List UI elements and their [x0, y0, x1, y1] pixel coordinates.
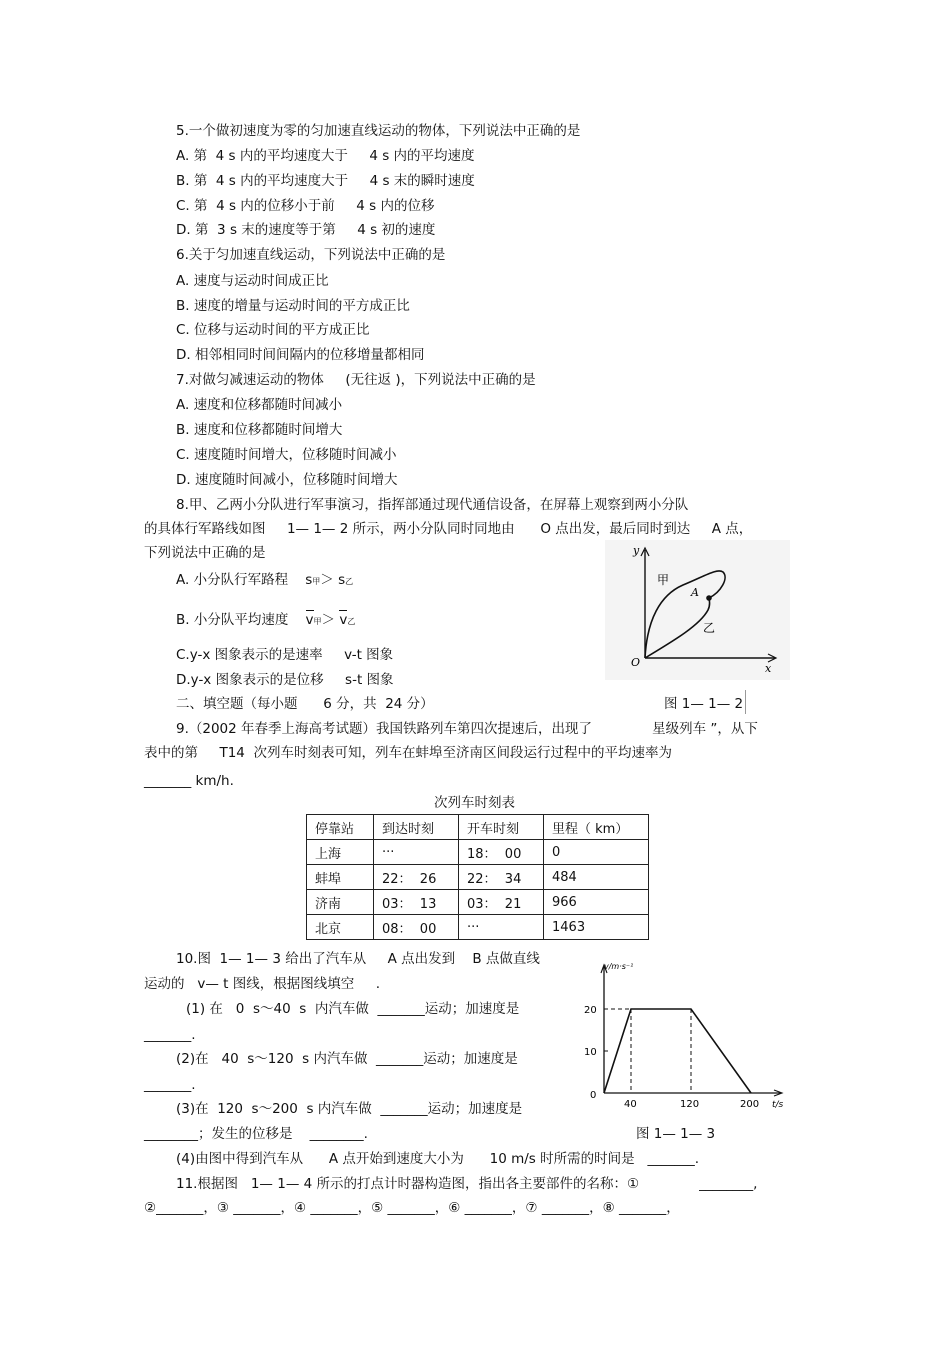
tick-label-40: 40 — [624, 1099, 637, 1110]
label-x: x — [765, 662, 772, 675]
table-header: 里程（ km） — [544, 815, 649, 840]
q6-option-d: D. 相邻相同时间间隔内的位移增量都相同 — [176, 347, 425, 363]
label-yi: 乙 — [703, 621, 716, 635]
table-cell: 济南 — [307, 890, 374, 915]
table-header: 停靠站 — [307, 815, 374, 840]
q5-option-c: C. 第 4 s 内的位移小于前 4 s 内的位移 — [176, 198, 435, 214]
table-cell: 18： 00 — [459, 840, 544, 865]
table-cell: 03： 13 — [374, 890, 459, 915]
q10-part-1: (1) 在 0 s～40 s 内汽车做 _______运动；加速度是 — [186, 1001, 520, 1017]
table-cell: 22： 34 — [459, 865, 544, 890]
q9-line-3: _______ km/h. — [144, 773, 234, 789]
section-2-heading: 二、填空题（每小题 6 分，共 24 分） — [176, 696, 434, 712]
point-a — [706, 595, 712, 601]
q8-line-1: 8.甲、乙两小分队进行军事演习，指挥部通过现代通信设备，在屏幕上观察到两小分队 — [176, 497, 689, 513]
table-cell: 北京 — [307, 915, 374, 940]
q10-part-3-blank: ________；发生的位移是 ________. — [144, 1126, 368, 1142]
axis-label-t: t/s — [772, 1100, 784, 1110]
q10-part-1-blank: _______. — [144, 1027, 196, 1043]
table-cell: ··· — [374, 840, 459, 865]
q9-line-2: 表中的第 T14 次列车时刻表可知，列车在蚌埠至济南区间段运行过程中的平均速率为 — [144, 745, 672, 761]
q7-option-a: A. 速度和位移都随时间减小 — [176, 397, 343, 413]
q8-option-a: A. 小分队行军路程 s甲＞ s乙 — [176, 572, 354, 588]
q10-part-3: (3)在 120 s～200 s 内汽车做 _______运动；加速度是 — [176, 1101, 523, 1117]
q10-part-2-blank: _______. — [144, 1077, 196, 1093]
q6-stem: 6.关于匀加速直线运动，下列说法中正确的是 — [176, 247, 446, 263]
figure-1-1-2-caption: 图 1— 1— 2 — [664, 696, 744, 712]
timetable-caption: 次列车时刻表 — [434, 795, 515, 811]
axis-label-v: v/m·s⁻¹ — [604, 962, 634, 971]
q11-line-1: 11.根据图 1— 1— 4 所示的打点计时器构造图，指出各主要部件的名称：① ________, — [176, 1176, 758, 1192]
label-a: A — [691, 586, 699, 599]
q6-option-a: A. 速度与运动时间成正比 — [176, 273, 329, 289]
q10-line-2: 运动的 v— t 图线，根据图线填空 . — [144, 976, 380, 992]
q10-line-1: 10.图 1— 1— 3 给出了汽车从 A 点出发到 B 点做直线 — [176, 951, 540, 967]
table-header-row — [307, 815, 649, 840]
tick-label-200: 200 — [740, 1099, 760, 1110]
q7-option-d: D. 速度随时间减小，位移随时间增大 — [176, 472, 398, 488]
q8-option-c: C.y-x 图象表示的是速率 v-t 图象 — [176, 647, 394, 663]
q5-option-d: D. 第 3 s 末的速度等于第 4 s 初的速度 — [176, 222, 436, 238]
label-y: y — [633, 544, 640, 557]
tick-label-10: 10 — [584, 1047, 597, 1058]
table-cell: 966 — [544, 890, 649, 915]
q11-line-2: ②_______，③ _______，④ _______，⑤ _______，⑥ _______，⑦ _______，⑧ _______， — [144, 1200, 680, 1216]
q6-option-b: B. 速度的增量与运动时间的平方成正比 — [176, 298, 410, 314]
table-cell: ··· — [459, 915, 544, 940]
tick-label-120: 120 — [680, 1099, 700, 1110]
q9-line-1: 9.（2002 年春季上海高考试题）我国铁路列车第四次提速后，出现了 星级列车 ”，从下 — [176, 721, 758, 737]
vt-line — [604, 1009, 751, 1093]
tick-label-20: 20 — [584, 1005, 597, 1016]
q10-part-2: (2)在 40 s～120 s 内汽车做 _______运动；加速度是 — [176, 1051, 518, 1067]
table-row — [307, 840, 649, 865]
table-cell: 1463 — [544, 915, 649, 940]
q10-part-4: (4)由图中得到汽车从 A 点开始到速度大小为 10 m/s 时所需的时间是 _______. — [176, 1151, 700, 1167]
q8-line-2: 的具体行军路线如图 1— 1— 2 所示，两小分队同时同地由 O 点出发，最后同时到达 A 点， — [144, 521, 753, 537]
table-header: 到达时刻 — [374, 815, 459, 840]
label-jia: 甲 — [657, 573, 670, 587]
table-cell: 484 — [544, 865, 649, 890]
table-row — [307, 865, 649, 890]
q5-option-b: B. 第 4 s 内的平均速度大于 4 s 末的瞬时速度 — [176, 173, 475, 189]
q8-option-d: D.y-x 图象表示的是位移 s-t 图象 — [176, 672, 394, 688]
q6-option-c: C. 位移与运动时间的平方成正比 — [176, 322, 370, 338]
tick-label-0: 0 — [590, 1090, 597, 1101]
table-row — [307, 915, 649, 940]
timetable — [306, 814, 649, 940]
table-cell: 08： 00 — [374, 915, 459, 940]
q5-option-a: A. 第 4 s 内的平均速度大于 4 s 内的平均速度 — [176, 148, 475, 164]
figure-1-1-2-path-plot — [605, 540, 790, 680]
table-cell: 22： 26 — [374, 865, 459, 890]
q5-stem: 5.一个做初速度为零的匀加速直线运动的物体，下列说法中正确的是 — [176, 123, 581, 139]
q7-option-b: B. 速度和位移都随时间增大 — [176, 422, 343, 438]
table-header: 开车时刻 — [459, 815, 544, 840]
q8-line-3: 下列说法中正确的是 — [144, 545, 266, 561]
q7-option-c: C. 速度随时间增大，位移随时间减小 — [176, 447, 397, 463]
figure-1-1-3-vt-graph — [576, 955, 796, 1115]
table-cell: 0 — [544, 840, 649, 865]
table-cell: 上海 — [307, 840, 374, 865]
caption-divider — [745, 690, 746, 714]
figure-1-1-3-caption: 图 1— 1— 3 — [636, 1126, 716, 1142]
table-cell: 蚌埠 — [307, 865, 374, 890]
q8-option-b: B. 小分队平均速度 v甲＞ v乙 — [176, 612, 356, 628]
table-cell: 03： 21 — [459, 890, 544, 915]
table-row — [307, 890, 649, 915]
label-o: O — [631, 656, 641, 669]
q7-stem: 7.对做匀减速运动的物体 (无往返 )，下列说法中正确的是 — [176, 372, 536, 388]
